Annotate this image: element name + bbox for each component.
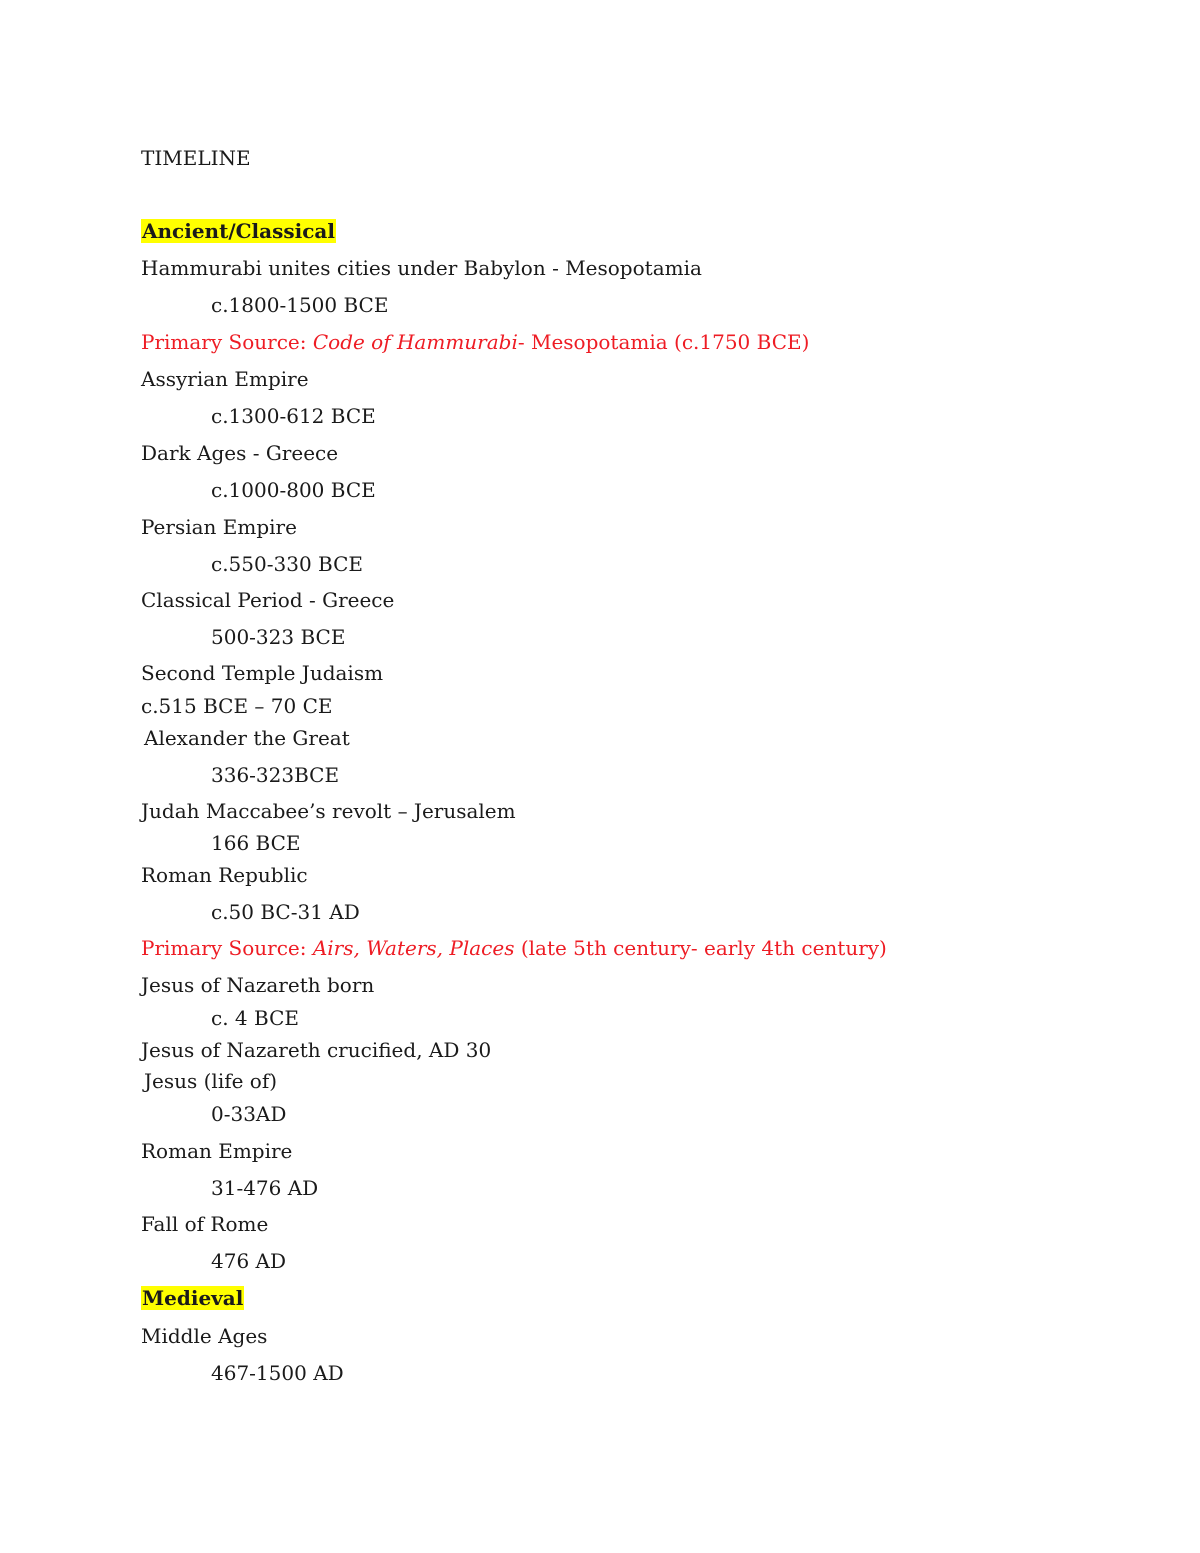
primary-source-detail: (late 5th century- early 4th century) [514,936,887,960]
primary-source-hammurabi [141,329,809,355]
entry-persian: Persian Empire [141,515,297,539]
primary-source-title: Airs, Waters, Places [312,936,515,960]
entry-jesus-life-date: 0-33AD [211,1102,287,1126]
entry-alexander-date: 336-323BCE [211,763,340,787]
entry-jesus-crucified: Jesus of Nazareth crucified, AD 30 [141,1038,492,1062]
entry-alexander: Alexander the Great [144,726,350,750]
entry-jesus-born-date: c. 4 BCE [211,1006,299,1030]
primary-source-label: Primary Source: [141,330,313,354]
primary-source-label: Primary Source: [141,936,313,960]
entry-jesus-life: Jesus (life of) [144,1069,278,1093]
entry-assyrian: Assyrian Empire [141,367,309,391]
entry-roman-empire: Roman Empire [141,1139,293,1163]
primary-source-detail: - Mesopotamia (c.1750 BCE) [517,330,810,354]
entry-fall-of-rome: Fall of Rome [141,1212,269,1236]
section-heading-medieval [141,1285,244,1311]
entry-fall-of-rome-date: 476 AD [211,1249,287,1273]
entry-roman-republic-date: c.50 BC-31 AD [211,900,360,924]
entry-classical-date: 500-323 BCE [211,625,346,649]
page-title: TIMELINE [141,146,251,170]
entry-roman-empire-date: 31-476 AD [211,1176,319,1200]
entry-second-temple: Second Temple Judaism [141,661,384,685]
entry-dark-ages: Dark Ages - Greece [141,441,339,465]
entry-dark-ages-date: c.1000-800 BCE [211,478,376,502]
primary-source-airs [141,935,887,961]
entry-hammurabi-date: c.1800-1500 BCE [211,293,389,317]
entry-middle-ages: Middle Ages [141,1324,268,1348]
entry-classical: Classical Period - Greece [141,588,395,612]
entry-assyrian-date: c.1300-612 BCE [211,404,376,428]
entry-maccabee: Judah Maccabee’s revolt – Jerusalem [141,799,516,823]
entry-maccabee-date: 166 BCE [211,831,301,855]
entry-hammurabi: Hammurabi unites cities under Babylon - Mesopotamia [141,256,702,280]
primary-source-title: Code of Hammurabi [312,330,518,354]
entry-roman-republic: Roman Republic [141,863,308,887]
section-heading-ancient [141,218,336,244]
entry-persian-date: c.550-330 BCE [211,552,363,576]
highlighted-heading: Ancient/Classical [142,219,335,243]
entry-jesus-born: Jesus of Nazareth born [141,973,375,997]
entry-middle-ages-date: 467-1500 AD [211,1361,344,1385]
entry-second-temple-date: c.515 BCE – 70 CE [141,694,333,718]
highlighted-heading: Medieval [142,1286,244,1310]
